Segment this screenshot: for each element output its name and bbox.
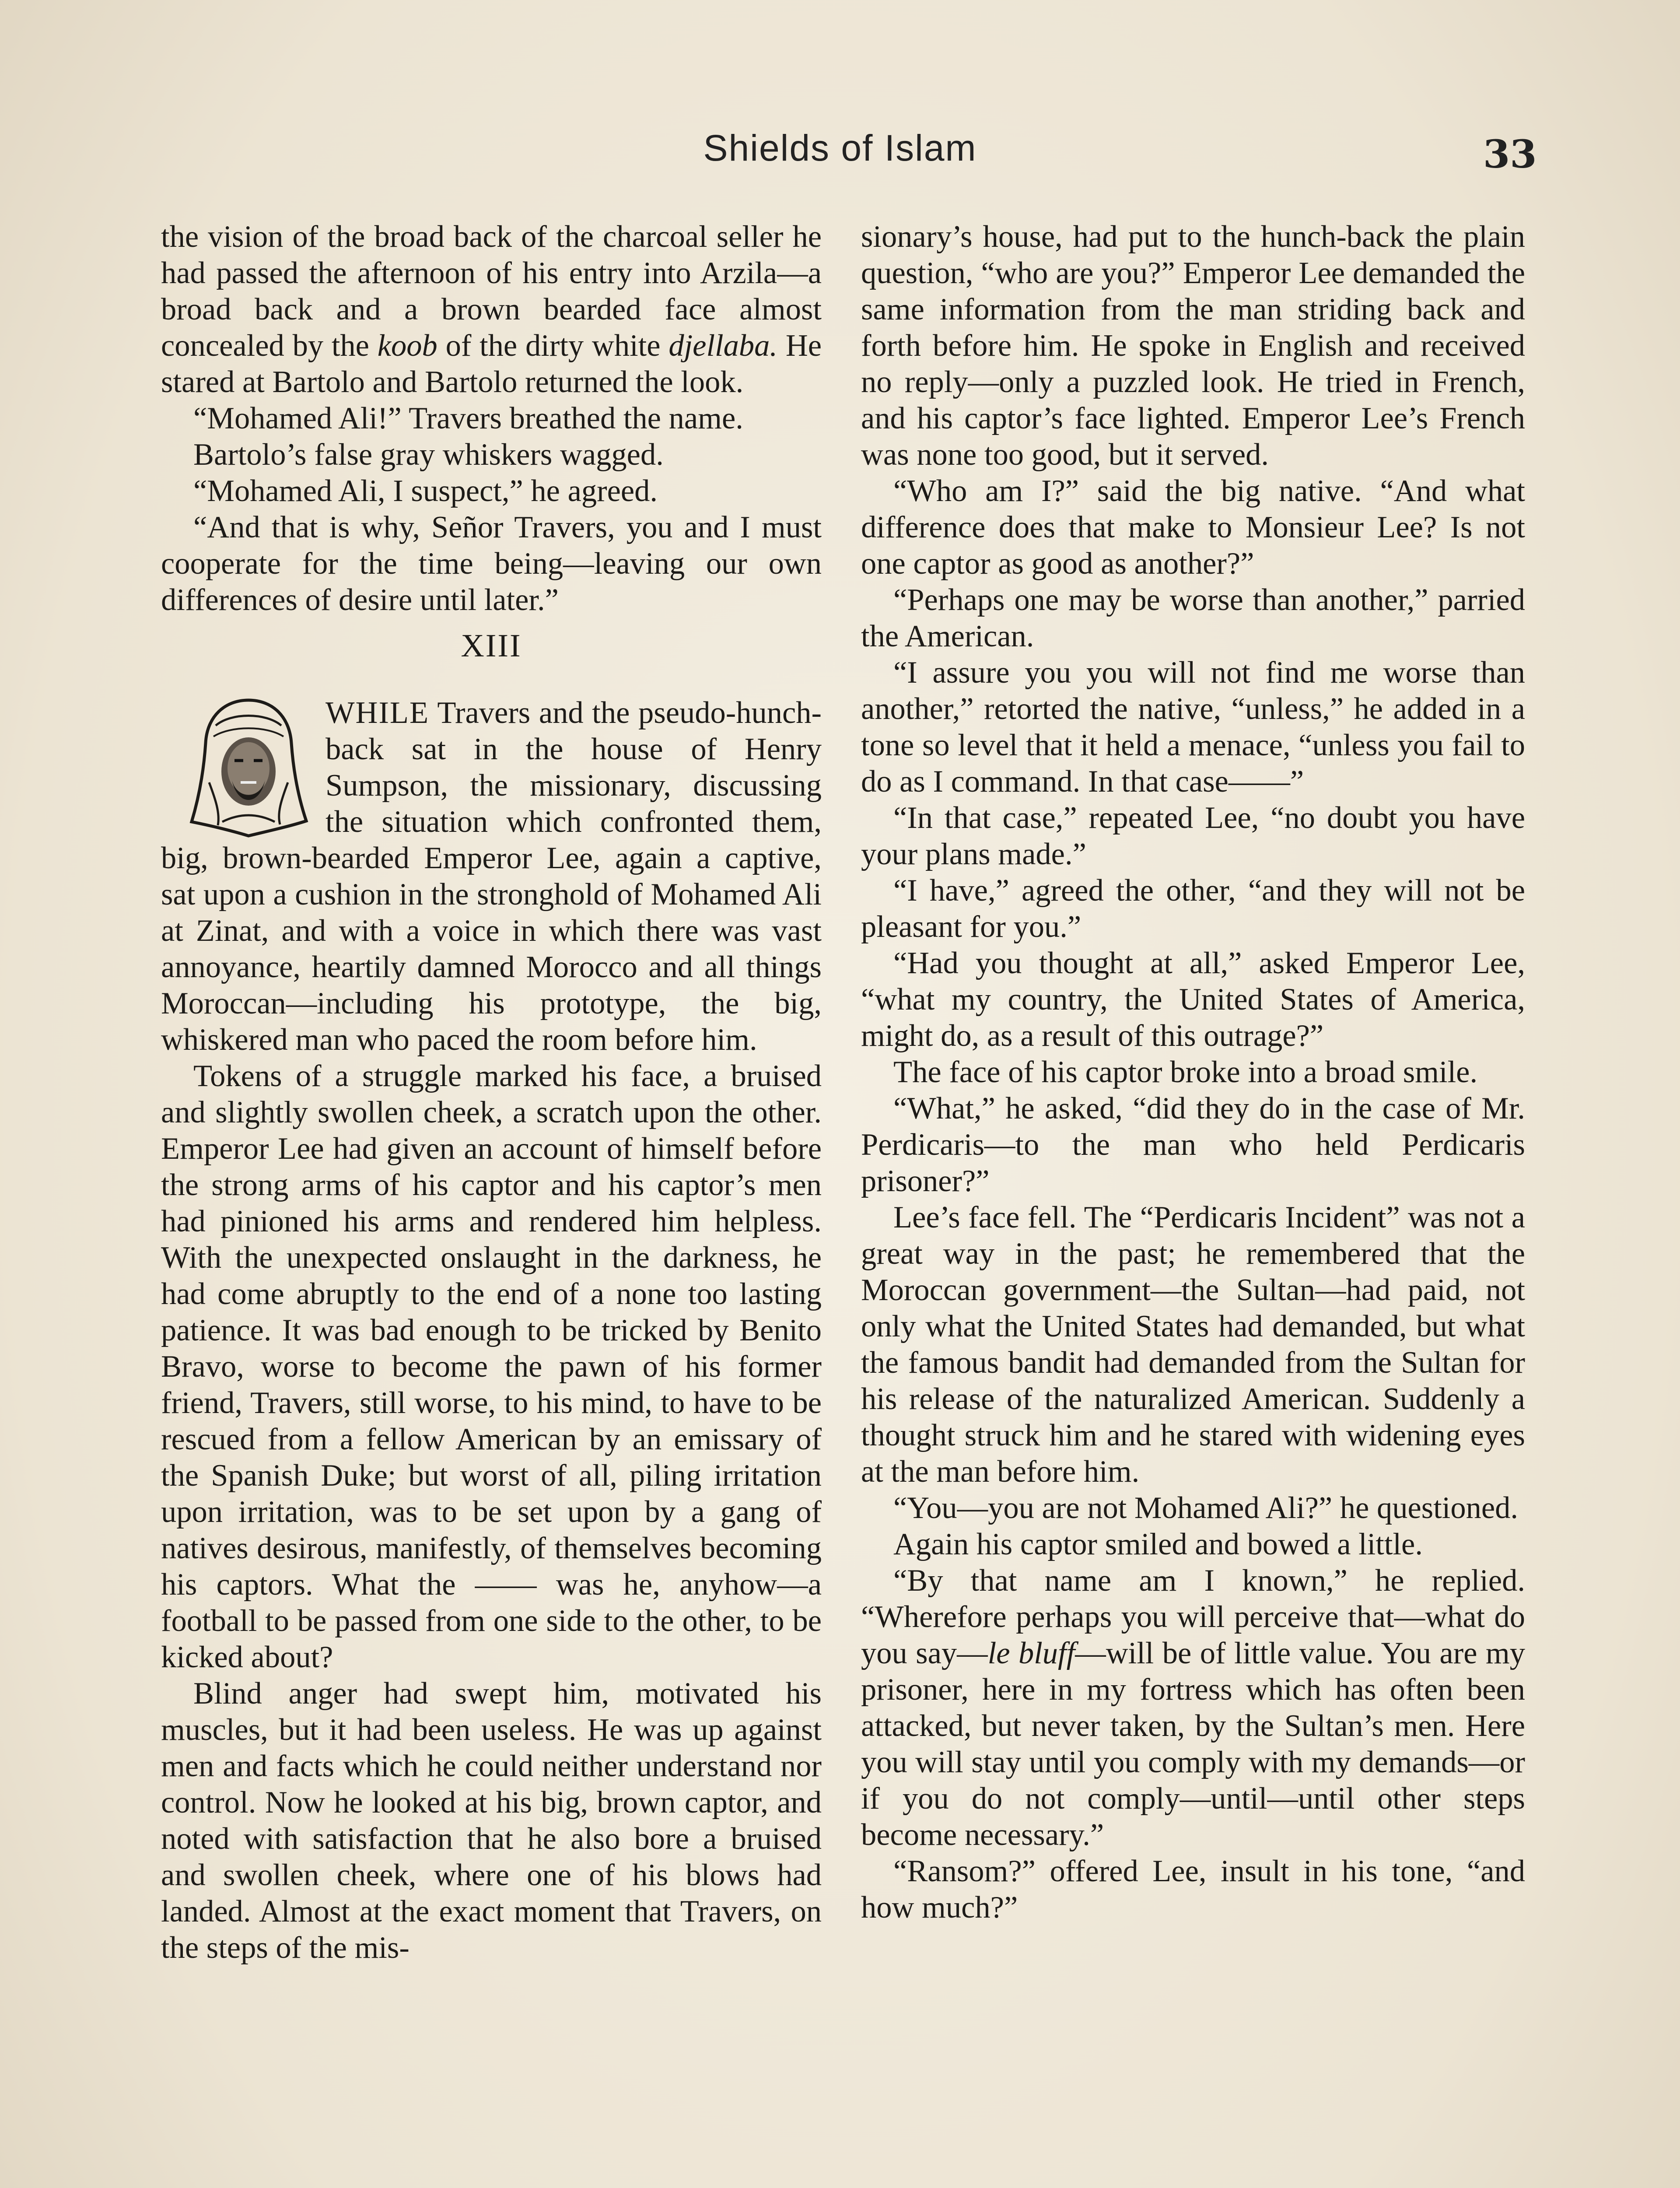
paragraph: Blind anger had swept him, motivated his muscles, but it had been useless. He was up against men and facts which he could neither understand nor control. Now he looked at his big, brown captor, and noted with satisfaction that he also bore a bruised and swollen cheek, where one of his blows had landed. Almost at the exact moment that Travers, on the steps of the mis- [161, 1676, 822, 1965]
paragraph: “In that case,” repeated Lee, “no doubt you have your plans made.” [861, 801, 1525, 871]
paragraph: The face of his captor broke into a broad smile. [893, 1055, 1478, 1089]
paragraph: “Perhaps one may be worse than another,” parried the American. [861, 583, 1525, 653]
paragraph: “Who am I?” said the big native. “And what difference does that make to Monsieur Lee? Is not one captor as good as another?” [861, 474, 1525, 581]
paragraph: Tokens of a struggle marked his face, a bruised and slightly swollen cheek, a scratch upon the other. Emperor Lee had given an account of himself before the strong arms of his captor and his captor’s men had pinioned his arms and rendered him helpless. With the unexpected onslaught in the darkness, he had come abruptly to the end of a none too lasting patience. It was bad enough to be tricked by Benito Bravo, worse to become the pawn of his former friend, Travers, still worse, to his mind, to have to be rescued from a fellow American by an emissary of the Spanish Duke; but worst of all, piling irritation upon irritation, was to be set upon by a gang of natives desirous, manifestly, of themselves becoming his captors. What the —— was he, anyhow—a football to be passed from one side to the other, to be kicked about? [161, 1059, 822, 1674]
chapter-heading: XIII [461, 628, 522, 664]
page-number: 33 [1483, 131, 1537, 177]
chapter-opening [161, 695, 822, 1058]
paragraph: “Mohamed Ali!” Travers breathed the name. [193, 401, 743, 435]
paragraph [161, 219, 822, 400]
paragraph [861, 1563, 1525, 1853]
paragraph: “Mohamed Ali, I suspect,” he agreed. [193, 474, 658, 508]
text-run: of the dirty white [445, 329, 661, 363]
left-column [161, 219, 822, 1966]
paragraph: “Ransom?” offered Lee, insult in his tone, “and how much?” [861, 1854, 1525, 1925]
italic-term: le bluff [987, 1636, 1075, 1670]
paragraph: Again his captor smiled and bowed a little. [893, 1527, 1423, 1561]
paragraph: “I assure you you will not find me worse than another,” retorted the native, “unless,” he added in a tone so level that it held a menace, “unless you fail to do as I command. In that case——” [861, 656, 1525, 799]
running-head-title: Shields of Islam [703, 127, 977, 168]
italic-term: djellaba. [668, 329, 778, 363]
text-run: Travers and the pseudo-hunch-back sat in the house of Henry Sumpson, the missionary, discussing the situation which confronted them, big, brown-bearded Emperor Lee, again a captive, sat upon a cushion in the stronghold of Mohamed Ali at Zinat, and with a voice in which there was vast annoyance, heartily damned Morocco and all things Moroccan—including his prototype, the big, whiskered man who paced the room before him. [161, 696, 822, 1057]
right-column [861, 219, 1525, 1926]
paragraph: sionary’s house, had put to the hunch-back the plain question, “who are you?” Emperor Lee demanded the same information from the man striding back and forth before him. He spoke in English and received no reply—only a puzzled look. He tried in French, and his captor’s face lighted. Emperor Lee’s French was none too good, but it served. [861, 220, 1525, 472]
turbaned-man-portrait-icon [183, 695, 314, 839]
text-run: —will be of little value. You are my prisoner, here in my fortress which has often been attacked, but never taken, by the Sultan’s men. Here you will stay until you comply with my demands—or if you do not comply—until—until other steps become necessary.” [861, 1636, 1525, 1852]
paragraph: “I have,” agreed the other, “and they will not be pleasant for you.” [861, 873, 1525, 944]
paragraph: “What,” he asked, “did they do in the case of Mr. Perdicaris—to the man who held Perdicaris prisoner?” [861, 1091, 1525, 1198]
paragraph: “And that is why, Señor Travers, you and I must cooperate for the time being—leaving our own differences of desire until later.” [161, 510, 822, 617]
lead-word: WHILE [326, 696, 430, 730]
paragraph: Lee’s face fell. The “Perdicaris Incident” was not a great way in the past; he remembered that the Moroccan government—the Sultan—had paid, not only what the United States had demanded, but what the famous bandit had demanded from the Sultan for his release of the naturalized American. Suddenly a thought struck him and he stared with widening eyes at the man before him. [861, 1200, 1525, 1489]
text-run: He stared at Bartolo and Bartolo returned the look. [161, 329, 822, 399]
text-run: the vision of the broad back of the charcoal seller he had passed the afternoon of his entry into Arzila—a broad back and a brown bearded face almost concealed by the [161, 220, 822, 363]
paragraph: “You—you are not Mohamed Ali?” he questioned. [893, 1491, 1519, 1525]
italic-term: koob [377, 329, 438, 363]
text-run: “By that name am I known,” he replied. “Wherefore perhaps you will perceive that—what do you say— [861, 1564, 1525, 1670]
paragraph: “Had you thought at all,” asked Emperor Lee, “what my country, the United States of America, might do, as a result of this outrage?” [861, 946, 1525, 1053]
paragraph: Bartolo’s false gray whiskers wagged. [193, 438, 664, 472]
